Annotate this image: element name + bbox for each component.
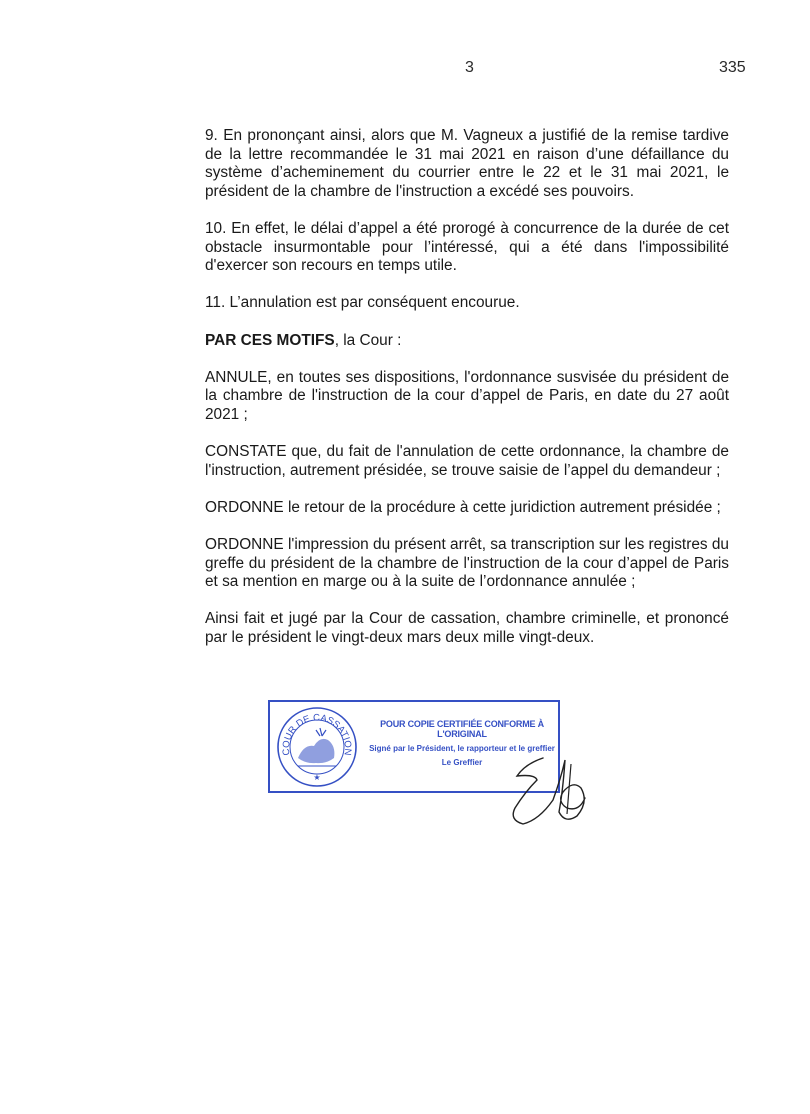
document-body [205,127,729,666]
paragraph-ordonne-impression: ORDONNE l'impression du présent arrêt, sa transcription sur les registres du greffe du président de la chambre de l'instruction de la cour d’appel de Paris et sa mention en marge ou à la suite de l’ordonnance annulée ; [205,536,729,591]
court-seal-icon [276,706,358,788]
paragraph-annule: ANNULE, en toutes ses dispositions, l'ordonnance susvisée du président de la chambre de l'instruction de la cour d’appel de Paris, en date du 27 août 2021 ; [205,368,729,423]
greffier-signature [505,750,600,830]
paragraph-ordonne-retour: ORDONNE le retour de la procédure à cette juridiction autrement présidée ; [205,498,721,516]
page-reference-number: 335 [719,59,746,76]
page-number: 3 [465,59,474,76]
paragraph-10: 10. En effet, le délai d’appel a été prorogé à concurrence de la durée de cet obstacle insurmontable pour l’intéressé, qui a été dans l'impossibilité d'exercer son recours en temps utile. [205,219,729,275]
paragraph-11: 11. L’annulation est par conséquent encourue. [205,294,520,312]
paragraph-ainsi: Ainsi fait et jugé par la Cour de cassation, chambre criminelle, et prononcé par le président le vingt-deux mars deux mille vingt-deux. [205,610,729,647]
svg-text:★: ★ [313,773,321,782]
stamp-certified-copy: POUR COPIE CERTIFIÉE CONFORME À L'ORIGINAL [380,719,544,739]
stamp-greffier: Le Greffier [441,758,483,767]
motifs-bold: PAR CES MOTIFS [205,331,335,349]
paragraph-9: 9. En prononçant ainsi, alors que M. Vagneux a justifié de la remise tardive de la lettre recommandée le 31 mai 2021 en raison d’une défaillance du système d’acheminement du courrier entre le 22 et le 31 mai 2021, le président de la chambre de l'instruction a excédé ses pouvoirs. [205,127,729,200]
stamp-signed-by: Signé par le Président, le rapporteur et le greffier [369,744,555,753]
motifs-rest: , la Cour : [334,331,402,349]
motifs-heading [205,332,729,351]
paragraph-constate: CONSTATE que, du fait de l'annulation de cette ordonnance, la chambre de l'instruction, autrement présidée, se trouve saisie de l’appel du demandeur ; [205,443,729,479]
seal-text: COUR DE CASSATION [280,712,354,757]
